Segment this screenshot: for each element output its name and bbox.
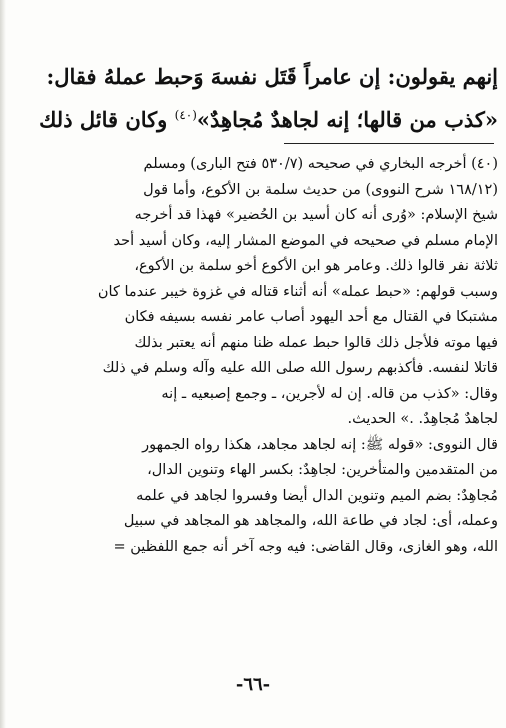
- footnote-line-7: مشتبكا في القتال مع أحد اليهود أصاب عامر نفسه بسيفه فكان: [124, 309, 498, 325]
- footnote-line-12: قال النووى: «قوله ﷺ: إنه لجاهد مجاهد، هكذا رواه الجمهور: [142, 436, 498, 453]
- main-body-text: [28, 58, 498, 134]
- page-number: -٦٦-: [235, 674, 271, 695]
- footnote-line-4: الإمام مسلم في صحيحه في الموضع المشار إليه، وكان أسيد أحد: [113, 232, 498, 249]
- main-line-2-quote: «كذب من قالها؛ إنه لجاهدٌ مُجاهِدٌ»: [196, 107, 498, 132]
- footnote-reference-marker: (٤٠): [174, 108, 197, 122]
- footnote-line-10: وقال: «كذب من قاله. إن له لأجرين، ـ وجمع إصبعيه ـ إنه: [161, 385, 498, 402]
- footnote-line-1: (٤٠) أخرجه البخاري في صحيحه (٥٣٠/٧ فتح البارى) ومسلم: [143, 156, 498, 172]
- footnote-line-9: قاتلا لنفسه. فأكذبهم رسول الله صلى الله عليه وآله وسلم في ذلك: [102, 360, 498, 376]
- main-line-1: إنهم يقولون: إن عامراً قَتَل نفسهَ وَحبط عملهُ فقال:: [46, 64, 498, 89]
- footnote-block: [20, 152, 498, 560]
- footnote-line-14: مُجاهِدٌ: بضم الميم وتنوين الدال أيضا وفسروا لجاهد في علمه: [136, 487, 498, 504]
- footnote-line-5: ثلاثة نفر قالوا ذلك. وعامر هو ابن الأكوع أخو سلمة بن الأكوع،: [134, 258, 498, 274]
- footnote-line-11: لجاهدٌ مُجاهِدٌ. .» الحديث.: [347, 411, 498, 427]
- main-line-2: [28, 96, 498, 134]
- footnote-separator-rule: [284, 143, 494, 144]
- footnote-line-15: وعمله، أى: لجاد في طاعة الله، والمجاهد هو المجاهد في سبيل: [123, 513, 498, 529]
- footnote-line-2: (١٦٨/١٢ شرح النووى) من حديث سلمة بن الأكوع، وأما قول: [143, 181, 498, 198]
- footnote-line-8: فيها موته فلأجل ذلك قالوا حبط عمله ظنا منهم أنه يعتبر بذلك: [134, 334, 498, 351]
- footnote-line-13: من المتقدمين والمتأخرين: لجاهِدٌ: بكسر الهاء وتنوين الدال،: [147, 462, 498, 478]
- footnote-line-3: شيخ الإسلام: «وُرى أنه كان أسيد بن الحُضير» فهذا قد أخرجه: [134, 207, 498, 223]
- scan-edge-shadow: [0, 0, 6, 728]
- footnote-line-16: الله، وهو الغازى، وقال القاضى: فيه وجه آخر أنه جمع اللفظين =: [113, 538, 498, 555]
- main-line-2-tail: وكان قائل ذلك: [39, 107, 168, 132]
- footnote-line-6: وسبب قولهم: «حبط عمله» أنه أثناء قتاله في غزوة خيبر عندما كان: [97, 283, 498, 300]
